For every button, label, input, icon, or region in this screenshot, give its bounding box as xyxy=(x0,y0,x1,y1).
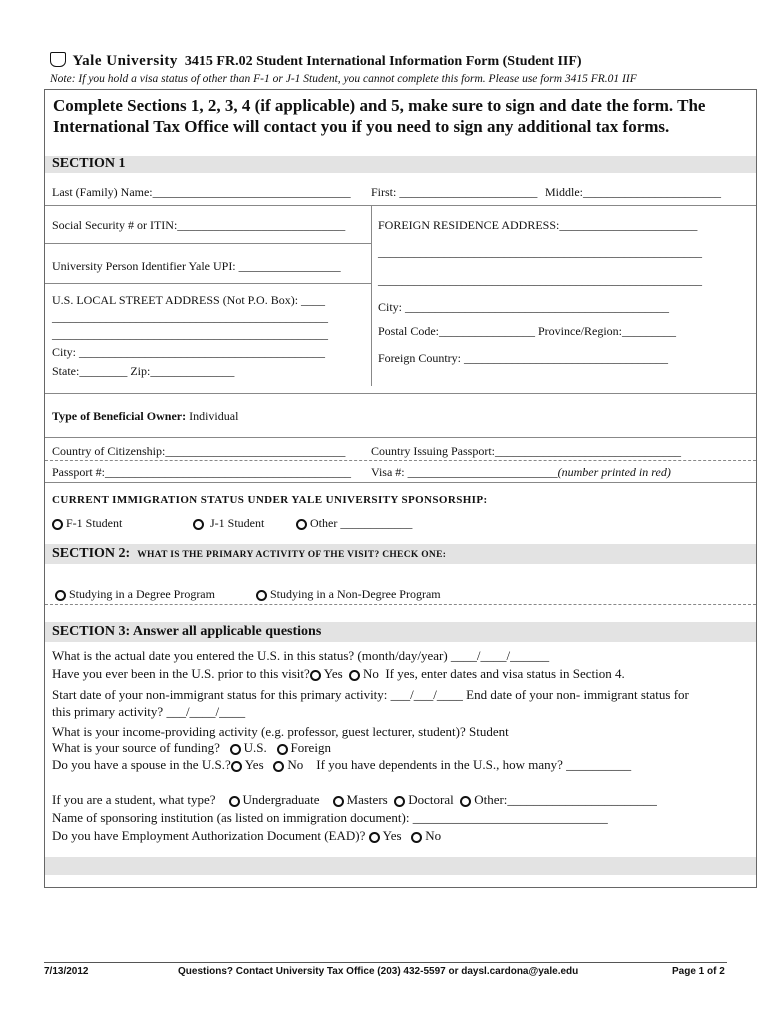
divider xyxy=(45,393,756,394)
section2-label: SECTION 2: xyxy=(52,546,131,561)
ssn-field[interactable]: Social Security # or ITIN:____________________________ xyxy=(52,218,346,232)
masters-label: Masters xyxy=(346,792,388,807)
non-degree-program-radio-icon[interactable] xyxy=(256,590,267,601)
footer-divider xyxy=(44,962,727,963)
section1-title: SECTION 1 xyxy=(52,156,126,171)
ead-no-radio-icon[interactable] xyxy=(411,832,422,843)
immigration-status-title: CURRENT IMMIGRATION STATUS UNDER YALE UNIVERSITY SPONSORSHIP: xyxy=(52,494,488,506)
section1-band xyxy=(45,156,756,173)
ead-yes-radio-icon[interactable] xyxy=(369,832,380,843)
beneficial-owner-label: Type of Beneficial Owner: xyxy=(52,409,187,423)
spouse-label: Do you have a spouse in the U.S.? xyxy=(52,757,231,772)
us-address-line1[interactable]: ______________________________________________ xyxy=(52,310,328,324)
prior-visit-no-radio-icon[interactable] xyxy=(349,670,360,681)
dependents-question[interactable]: If you have dependents in the U.S., how many? __________ xyxy=(316,757,632,772)
divider xyxy=(45,243,371,244)
other-type-radio-icon[interactable] xyxy=(460,796,471,807)
footer-contact: Questions? Contact University Tax Office (203) 432-5597 or daysl.cardona@yale.edu xyxy=(178,966,579,977)
f1-radio-icon[interactable] xyxy=(52,519,63,530)
dashed-divider xyxy=(45,460,756,461)
section3-title: SECTION 3: Answer all applicable questions xyxy=(52,624,322,639)
other-status-option[interactable] xyxy=(296,516,412,531)
f1-label: F-1 Student xyxy=(66,516,123,530)
divider xyxy=(45,482,756,483)
degree-program-option[interactable] xyxy=(55,587,215,602)
passport-field[interactable]: Passport #:_________________________________________ xyxy=(52,465,352,479)
ead-yes-label: Yes xyxy=(382,828,402,843)
j1-radio-icon[interactable] xyxy=(193,519,204,530)
undergraduate-radio-icon[interactable] xyxy=(229,796,240,807)
spouse-question xyxy=(52,757,631,773)
visa-field[interactable] xyxy=(371,465,671,480)
last-name-field[interactable]: Last (Family) Name:_________________________________ xyxy=(52,185,351,199)
funding-us-label: U.S. xyxy=(243,740,267,755)
beneficial-owner xyxy=(52,409,238,424)
foreign-city-field[interactable]: City: ____________________________________________ xyxy=(378,300,670,314)
footer-page-number: Page 1 of 2 xyxy=(672,966,725,977)
column-divider xyxy=(371,206,372,386)
form-title-row xyxy=(50,52,582,70)
j1-label: J-1 Student xyxy=(210,516,265,530)
sponsoring-institution-question[interactable]: Name of sponsoring institution (as listed on immigration document): ______________________________ xyxy=(52,810,608,825)
non-degree-program-option[interactable] xyxy=(256,587,441,602)
spouse-no-radio-icon[interactable] xyxy=(273,761,284,772)
other-status-label: Other ____________ xyxy=(310,516,413,530)
postal-code-field[interactable]: Postal Code:________________ Province/Region:_________ xyxy=(378,324,676,338)
form-title: 3415 FR.02 Student International Information Form (Student IIF) xyxy=(184,54,582,69)
j1-option[interactable] xyxy=(193,516,264,531)
dashed-divider xyxy=(45,604,756,605)
non-degree-program-label: Studying in a Non-Degree Program xyxy=(270,587,441,601)
student-type-label: If you are a student, what type? xyxy=(52,792,216,807)
prior-visit-question xyxy=(52,666,625,682)
visa-note: (number printed in red) xyxy=(557,465,671,479)
ead-question xyxy=(52,828,441,844)
funding-foreign-label: Foreign xyxy=(290,740,331,755)
foreign-address-field[interactable]: FOREIGN RESIDENCE ADDRESS:_______________________ xyxy=(378,218,698,232)
status-dates-question-cont[interactable]: this primary activity? ___/____/____ xyxy=(52,704,246,719)
ead-no-label: No xyxy=(425,828,442,843)
prior-visit-note: If yes, enter dates and visa status in Section 4. xyxy=(385,666,625,681)
prior-visit-no-label: No xyxy=(362,666,379,681)
foreign-address-line1[interactable]: ______________________________________________________ xyxy=(378,245,702,259)
first-name-field[interactable]: First: _______________________ xyxy=(371,185,538,199)
funding-foreign-radio-icon[interactable] xyxy=(277,744,288,755)
section2-title xyxy=(52,546,446,562)
other-status-radio-icon[interactable] xyxy=(296,519,307,530)
us-address-line2[interactable]: ______________________________________________ xyxy=(52,327,328,341)
degree-program-label: Studying in a Degree Program xyxy=(69,587,215,601)
prior-visit-label: Have you ever been in the U.S. prior to this visit? xyxy=(52,666,310,681)
other-type-field[interactable]: Other:_______________________ xyxy=(474,792,657,807)
state-zip-field[interactable]: State:________ Zip:______________ xyxy=(52,364,235,378)
middle-name-field[interactable]: Middle:_______________________ xyxy=(545,185,721,199)
us-address-field[interactable]: U.S. LOCAL STREET ADDRESS (Not P.O. Box): ____ xyxy=(52,293,326,307)
doctoral-label: Doctoral xyxy=(408,792,454,807)
divider xyxy=(45,283,371,284)
masters-radio-icon[interactable] xyxy=(333,796,344,807)
prior-visit-yes-radio-icon[interactable] xyxy=(310,670,321,681)
divider xyxy=(45,205,756,206)
f1-option[interactable] xyxy=(52,516,122,531)
upi-field[interactable]: University Person Identifier Yale UPI: _________________ xyxy=(52,259,341,273)
footer-date: 7/13/2012 xyxy=(44,966,89,977)
citizenship-field[interactable]: Country of Citizenship:______________________________ xyxy=(52,444,346,458)
ead-label: Do you have Employment Authorization Document (EAD)? xyxy=(52,828,366,843)
income-activity-question[interactable]: What is your income-providing activity (e.g. professor, guest lecturer, student)? Student xyxy=(52,724,509,739)
funding-source-question xyxy=(52,740,331,756)
beneficial-owner-value: Individual xyxy=(189,409,239,423)
funding-us-radio-icon[interactable] xyxy=(230,744,241,755)
entry-date-question[interactable]: What is the actual date you entered the U.S. in this status? (month/day/year) ____/____/______ xyxy=(52,648,550,663)
section4-band xyxy=(45,857,756,875)
doctoral-radio-icon[interactable] xyxy=(394,796,405,807)
instructions: Complete Sections 1, 2, 3, 4 (if applicable) and 5, make sure to sign and date the form. The International Tax Office will contact you if you need to sign any additional tax forms. xyxy=(53,96,706,136)
spouse-yes-label: Yes xyxy=(244,757,264,772)
divider xyxy=(45,437,756,438)
section2-question: WHAT IS THE PRIMARY ACTIVITY OF THE VISIT? CHECK ONE: xyxy=(137,550,447,560)
student-type-question xyxy=(52,792,657,808)
form-note: Note: If you hold a visa status of other than F-1 or J-1 Student, you cannot complete this form. Please use form 3415 FR.01 IIF xyxy=(50,73,637,85)
degree-program-radio-icon[interactable] xyxy=(55,590,66,601)
us-city-field[interactable]: City: _________________________________________ xyxy=(52,345,326,359)
issuing-country-field[interactable]: Country Issuing Passport:_______________________________ xyxy=(371,444,682,458)
visa-number-field[interactable]: Visa #: _________________________ xyxy=(371,465,558,479)
undergraduate-label: Undergraduate xyxy=(242,792,320,807)
yale-shield-icon xyxy=(50,52,66,67)
spouse-yes-radio-icon[interactable] xyxy=(231,761,242,772)
foreign-country-field[interactable]: Foreign Country: __________________________________ xyxy=(378,351,668,365)
spouse-no-label: No xyxy=(287,757,304,772)
university-name: Yale University xyxy=(72,53,178,69)
status-dates-question[interactable]: Start date of your non-immigrant status for this primary activity: ___/___/____ End date of your non- immigrant status for xyxy=(52,687,689,702)
foreign-address-line2[interactable]: ______________________________________________________ xyxy=(378,273,702,287)
funding-source-label: What is your source of funding? xyxy=(52,740,220,755)
prior-visit-yes-label: Yes xyxy=(323,666,343,681)
